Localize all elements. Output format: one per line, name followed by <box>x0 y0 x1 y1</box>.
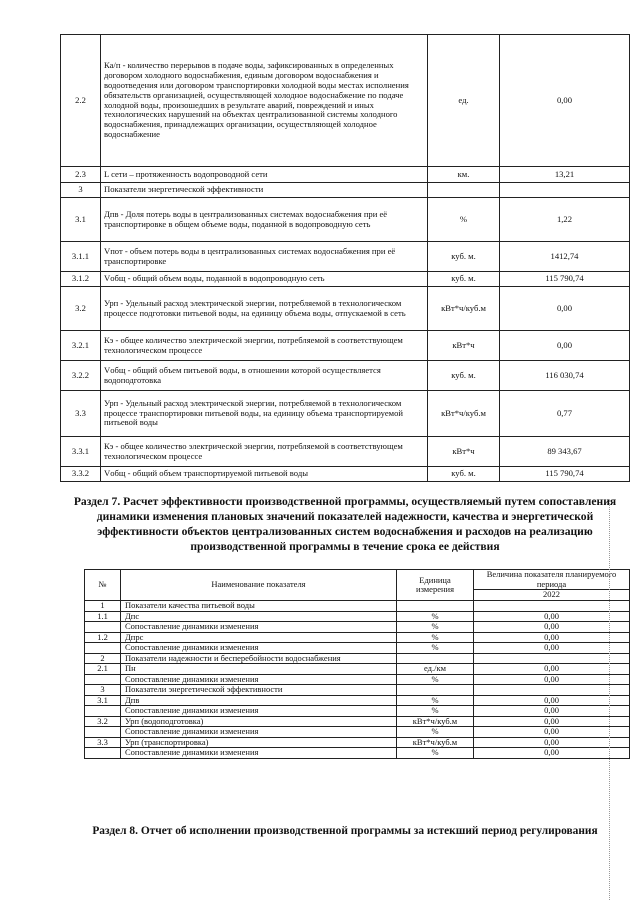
cell-u: % <box>397 643 474 654</box>
cell-v <box>474 653 630 664</box>
table-row <box>85 611 630 622</box>
cell-n: 3.2 <box>85 716 121 727</box>
cell-u: кВт*ч/куб.м <box>428 391 500 437</box>
header-year: 2022 <box>474 590 630 601</box>
header-name: Наименование показателя <box>121 570 397 601</box>
cell-v: 0,00 <box>474 727 630 738</box>
cell-u: кВт*ч/куб.м <box>428 287 500 331</box>
cell-u: % <box>397 748 474 759</box>
table-row <box>61 167 630 183</box>
table-header <box>85 570 630 590</box>
cell-v: 89 343,67 <box>500 437 630 467</box>
cell-d: Кэ - общее количество электрической энергии, потребляемой в соответствующем технологическом процессе <box>101 437 428 467</box>
table-row <box>85 632 630 643</box>
cell-u: ед./км <box>397 664 474 675</box>
indicators-table <box>60 34 630 482</box>
section7-title: Раздел 7. Расчет эффективности производственной программы, осуществляемый путем сопоставления динамики изменения плановых значений показателей надежности, качества и энергетической эффективности объектов централизованных систем водоснабжения и расходов на реализацию производственной программы в течение срока ее действия <box>73 495 617 553</box>
cell-v: 0,00 <box>474 716 630 727</box>
cell-v <box>500 183 630 198</box>
cell-u: кВт*ч/куб.м <box>397 737 474 748</box>
cell-u <box>428 183 500 198</box>
cell-u <box>397 601 474 612</box>
table-row <box>61 331 630 361</box>
cell-u: % <box>397 611 474 622</box>
table-row <box>61 287 630 331</box>
cell-d: L сети – протяженность водопроводной сети <box>101 167 428 183</box>
cell-n <box>85 674 121 685</box>
cell-u: % <box>397 632 474 643</box>
cell-n: 3.2.2 <box>61 361 101 391</box>
cell-d: Сопоставление динамики изменения <box>121 643 397 654</box>
table-row <box>85 737 630 748</box>
cell-n: 3.2 <box>61 287 101 331</box>
cell-n <box>85 706 121 717</box>
cell-d: Vпот - объем потерь воды в централизованных системах водоснабжения при её транспортировке <box>101 242 428 272</box>
cell-d: Пн <box>121 664 397 675</box>
cell-v: 0,00 <box>474 643 630 654</box>
table-row <box>85 706 630 717</box>
cell-v <box>474 601 630 612</box>
cell-n <box>85 748 121 759</box>
cell-v: 0,00 <box>474 748 630 759</box>
cell-v: 0,00 <box>474 695 630 706</box>
cell-u: куб. м. <box>428 361 500 391</box>
table-row <box>61 437 630 467</box>
cell-v: 0,00 <box>500 287 630 331</box>
cell-d: Показатели качества питьевой воды <box>121 601 397 612</box>
cell-u: куб. м. <box>428 242 500 272</box>
cell-v: 115 790,74 <box>500 467 630 482</box>
table-row <box>61 198 630 242</box>
cell-n: 1 <box>85 601 121 612</box>
cell-u: ед. <box>428 35 500 167</box>
table-row <box>85 716 630 727</box>
table-row <box>61 242 630 272</box>
cell-u: % <box>428 198 500 242</box>
cell-n: 3.1.1 <box>61 242 101 272</box>
cell-u: кВт*ч <box>428 437 500 467</box>
table-row <box>85 653 630 664</box>
cell-v: 0,00 <box>474 737 630 748</box>
table-row <box>61 35 630 167</box>
cell-d: Ка/п - количество перерывов в подаче воды, зафиксированных в определенных договором холодного водоснабжения, единым договором водоснабжения и водоотведения или договором транспортировки холодной воды местах исполнения обязательств организацией, осуществляющей холодное водоснабжение по подаче холодной воды, произошедших в результате аварий, повреждений и иных технологических нарушений на объектах централизованной системы холодного водоснабжения, принадлежащих организации, осуществляющей холодное водоснабжение <box>101 35 428 167</box>
cell-u: кВт*ч <box>428 331 500 361</box>
cell-v: 0,00 <box>500 35 630 167</box>
cell-v: 115 790,74 <box>500 272 630 287</box>
cell-u <box>397 685 474 696</box>
cell-v: 1412,74 <box>500 242 630 272</box>
cell-v: 0,00 <box>500 331 630 361</box>
cell-u: % <box>397 727 474 738</box>
cell-d: Сопоставление динамики изменения <box>121 622 397 633</box>
cell-d: Vобщ - общий объем воды, поданной в водопроводную сеть <box>101 272 428 287</box>
cell-d: Урп (транспортировка) <box>121 737 397 748</box>
cell-v: 0,00 <box>474 706 630 717</box>
cell-u: % <box>397 622 474 633</box>
table-row <box>85 622 630 633</box>
cell-d: Сопоставление динамики изменения <box>121 748 397 759</box>
cell-d: Урп - Удельный расход электрической энергии, потребляемой в технологическом процессе подготовки питьевой воды, на единицу объема воды, отпускаемой в сеть <box>101 287 428 331</box>
table-row <box>85 695 630 706</box>
table-row <box>61 361 630 391</box>
table-row <box>61 183 630 198</box>
cell-n: 3.3 <box>85 737 121 748</box>
cell-d: Сопоставление динамики изменения <box>121 727 397 738</box>
cell-d: Сопоставление динамики изменения <box>121 706 397 717</box>
cell-n: 2.2 <box>61 35 101 167</box>
cell-d: Кэ - общее количество электрической энергии, потребляемой в соответствующем технологическом процессе <box>101 331 428 361</box>
table-row <box>85 685 630 696</box>
cell-u: кВт*ч/куб.м <box>397 716 474 727</box>
cell-d: Vобщ - общий объем транспортируемой питьевой воды <box>101 467 428 482</box>
cell-n: 2 <box>85 653 121 664</box>
table-row <box>85 748 630 759</box>
cell-n: 3.1.2 <box>61 272 101 287</box>
cell-v: 0,00 <box>474 632 630 643</box>
cell-n: 3 <box>61 183 101 198</box>
cell-v: 0,00 <box>474 622 630 633</box>
cell-d: Сопоставление динамики изменения <box>121 674 397 685</box>
cell-n: 3.3 <box>61 391 101 437</box>
table-row <box>61 467 630 482</box>
cell-v: 0,00 <box>474 611 630 622</box>
table-row <box>85 664 630 675</box>
header-value: Величина показателя планируемого периода <box>474 570 630 590</box>
cell-n: 3.3.1 <box>61 437 101 467</box>
cell-u: км. <box>428 167 500 183</box>
header-number: № <box>85 570 121 601</box>
cell-d: Vобщ - общий объем питьевой воды, в отношении которой осуществляется водоподготовка <box>101 361 428 391</box>
cell-n: 3.2.1 <box>61 331 101 361</box>
cell-d: Дпс <box>121 611 397 622</box>
cell-v <box>474 685 630 696</box>
efficiency-table <box>84 569 630 759</box>
cell-n <box>85 643 121 654</box>
cell-n: 1.2 <box>85 632 121 643</box>
table-row <box>85 674 630 685</box>
section8-title: Раздел 8. Отчет об исполнении производственной программы за истекший период регулирования <box>92 825 598 837</box>
cell-n: 2.1 <box>85 664 121 675</box>
cell-u <box>397 653 474 664</box>
table-row <box>61 272 630 287</box>
cell-u: % <box>397 674 474 685</box>
table-row <box>61 391 630 437</box>
cell-d: Дпрс <box>121 632 397 643</box>
cell-d: Дпв <box>121 695 397 706</box>
cell-n: 3.3.2 <box>61 467 101 482</box>
cell-n: 2.3 <box>61 167 101 183</box>
cell-d: Показатели энергетической эффективности <box>121 685 397 696</box>
cell-v: 13,21 <box>500 167 630 183</box>
cell-v: 0,00 <box>474 664 630 675</box>
cell-u: % <box>397 706 474 717</box>
cell-v: 0,77 <box>500 391 630 437</box>
cell-n <box>85 727 121 738</box>
scan-margin-dots <box>609 500 611 900</box>
cell-v: 116 030,74 <box>500 361 630 391</box>
cell-v: 0,00 <box>474 674 630 685</box>
cell-n: 3.1 <box>85 695 121 706</box>
header-unit: Единица измерения <box>397 570 474 601</box>
cell-n: 3 <box>85 685 121 696</box>
table-row <box>85 601 630 612</box>
cell-d: Урп - Удельный расход электрической энергии, потребляемой в технологическом процессе транспортировки питьевой воды, на единицу объема транспортируемой питьевой воды <box>101 391 428 437</box>
cell-d: Показатели надежности и бесперебойности водоснабжения <box>121 653 397 664</box>
cell-n: 1.1 <box>85 611 121 622</box>
cell-u: % <box>397 695 474 706</box>
cell-u: куб. м. <box>428 467 500 482</box>
cell-v: 1,22 <box>500 198 630 242</box>
table-row <box>85 643 630 654</box>
table-row <box>85 727 630 738</box>
cell-u: куб. м. <box>428 272 500 287</box>
cell-n <box>85 622 121 633</box>
cell-n: 3.1 <box>61 198 101 242</box>
cell-d: Дпв - Доля потерь воды в централизованных системах водоснабжения при её транспортировке в общем объеме воды, поданной в водопроводную сеть <box>101 198 428 242</box>
cell-d: Показатели энергетической эффективности <box>101 183 428 198</box>
cell-d: Урп (водоподготовка) <box>121 716 397 727</box>
